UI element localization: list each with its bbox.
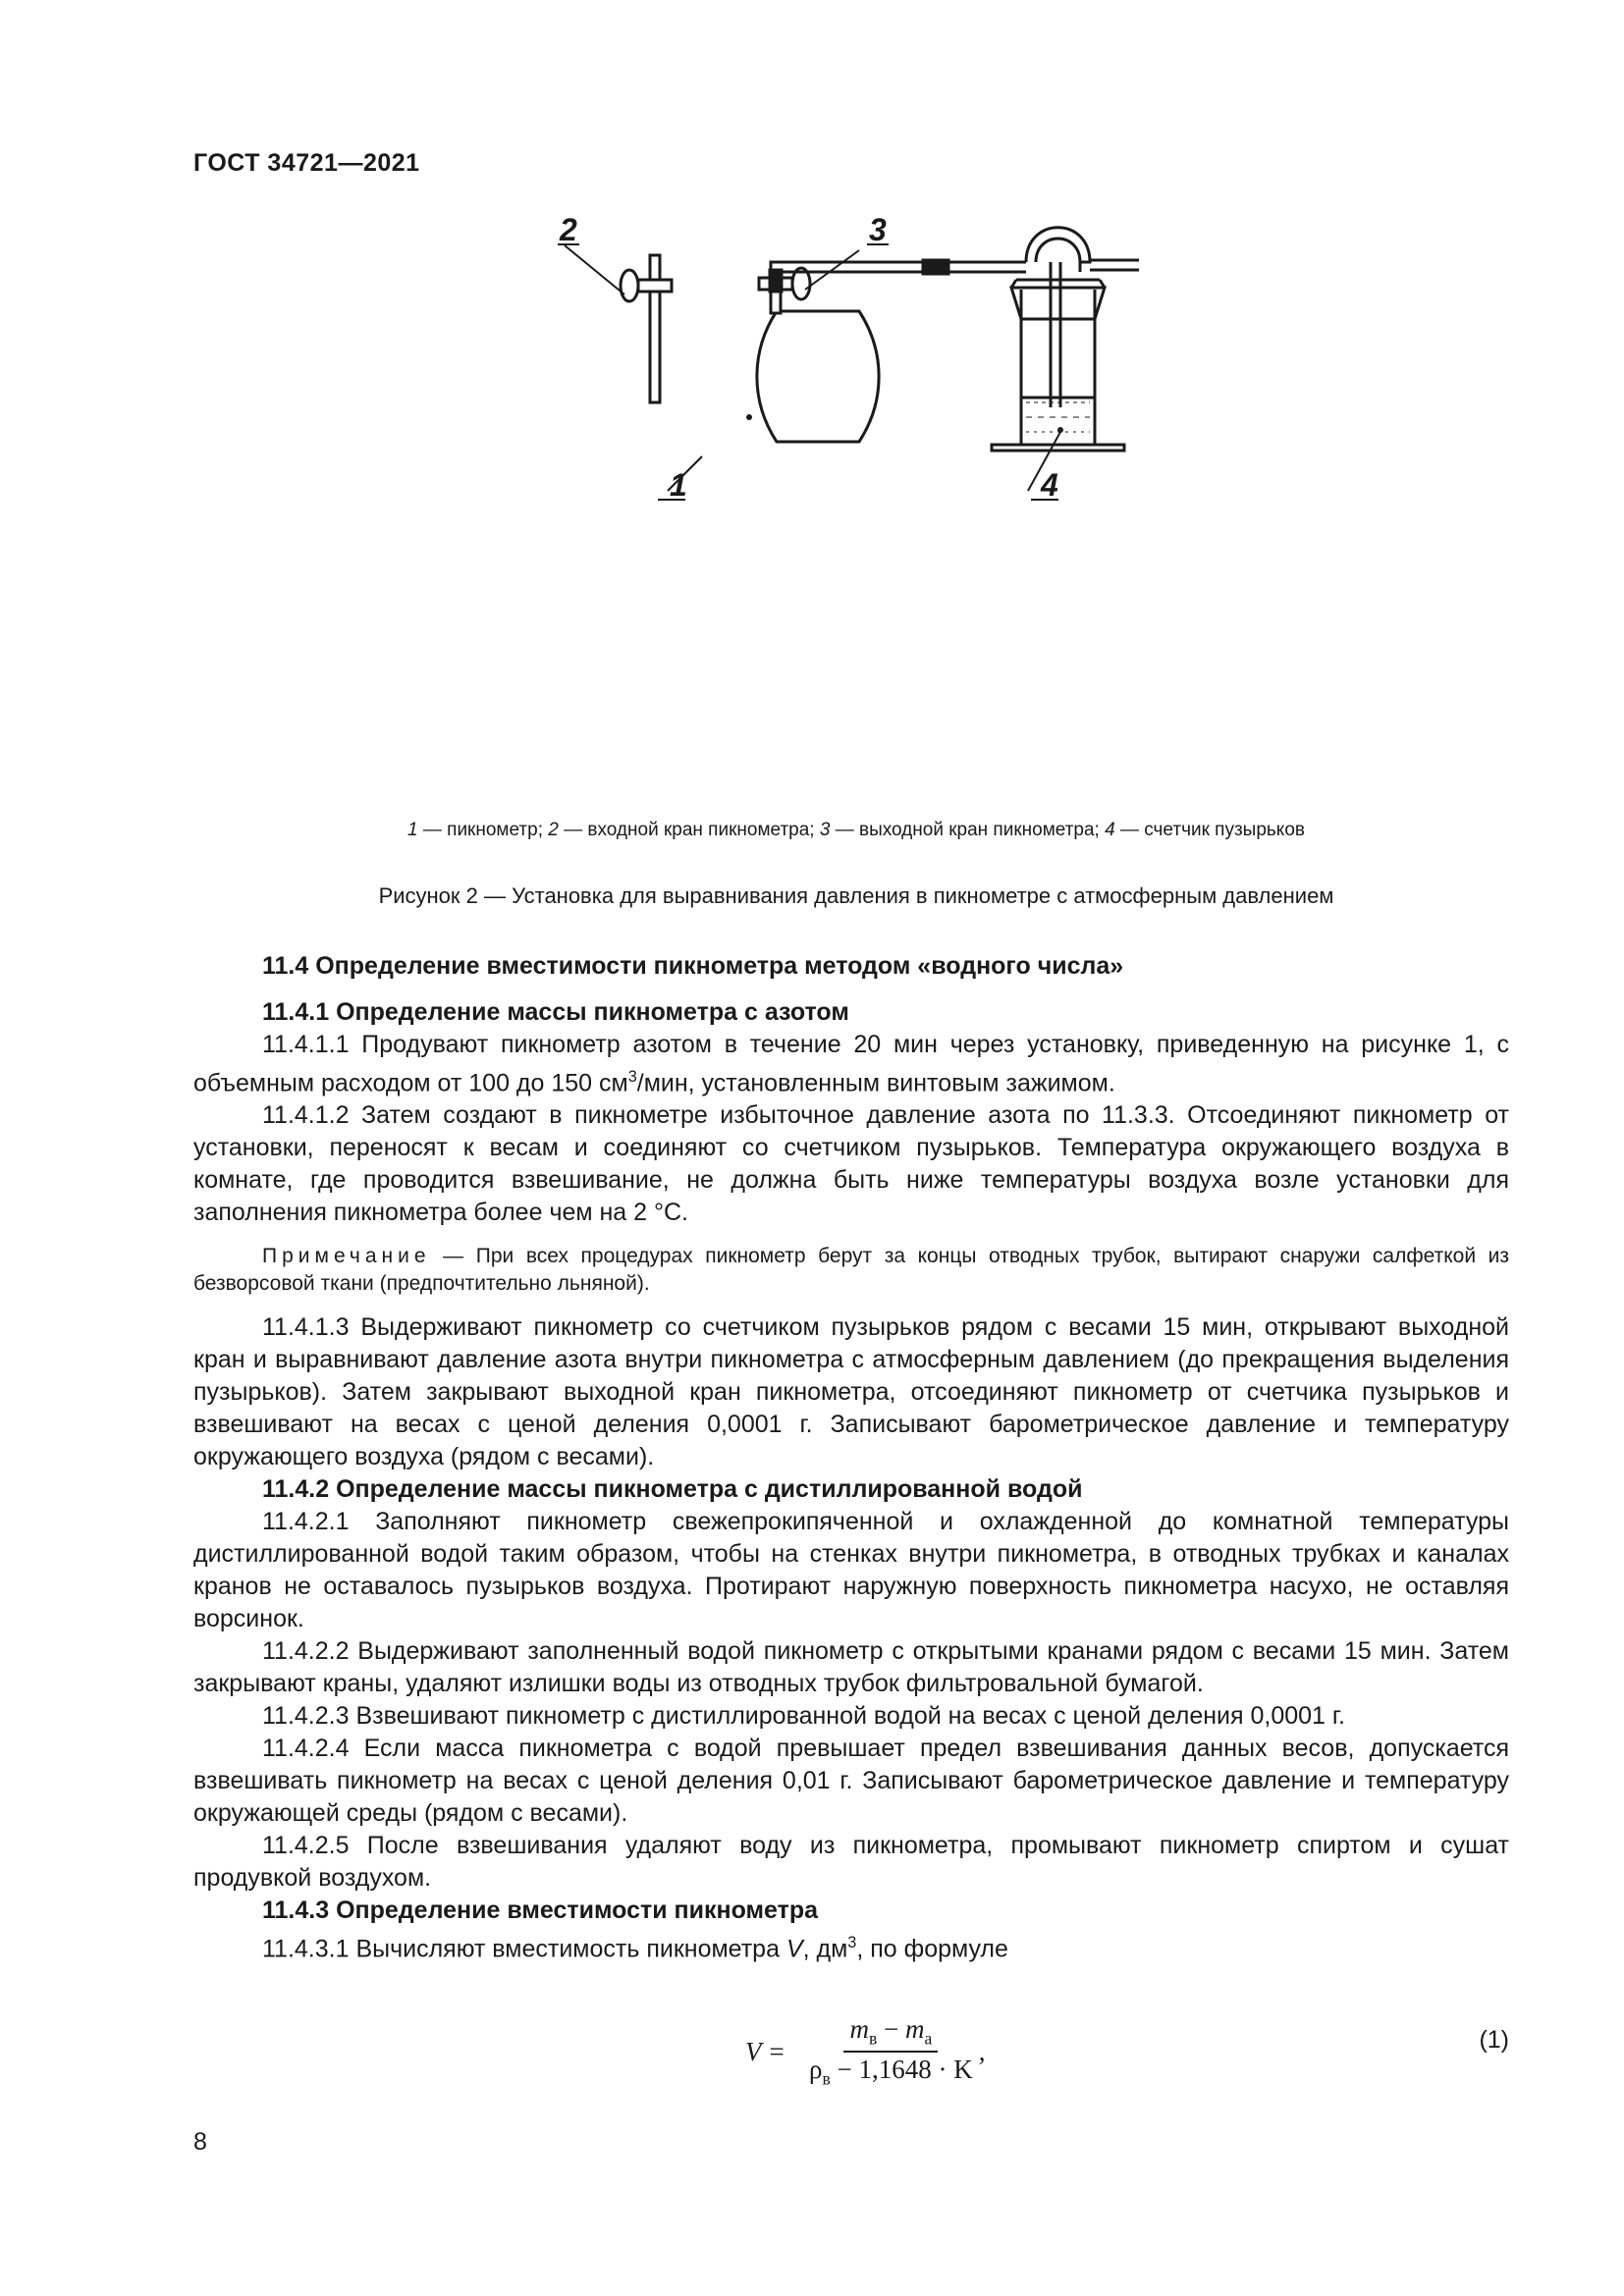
inlet-tap-handle [621, 270, 638, 301]
formula: V = $\frac{m_в - m_а}{\rho_в - 1,1648 \cdot K}$ , [745, 2013, 986, 2089]
figure-label-4: 4 [1041, 467, 1058, 503]
paragraph: 11.4.2.1 Заполняют пикнометр свежепрокипяченной и охлажденной до комнатной температуры дистиллированной водой таким образом, чтобы на стенках внутри пикнометра, в отводных трубках и каналах кранов не оставалось пузырьков воздуха. Протирают наружную поверхность пикнометра насухо, не оставляя ворсинок. [193, 1508, 1509, 1633]
rubber-coupling [770, 270, 782, 292]
pycnometer-body [757, 311, 879, 442]
equation-number: (1) [1479, 2026, 1509, 2054]
paragraph: 11.4.2.5 После взвешивания удаляют воду из пикнометра, промывают пикнометр спиртом и сушат продувкой воздухом. [193, 1832, 1509, 1893]
counter-base [992, 445, 1124, 451]
document-header: ГОСТ 34721—2021 [193, 149, 420, 177]
figure-caption: Рисунок 2 — Установка для выравнивания давления в пикнометре с атмосферным давлением [378, 883, 1334, 908]
paragraph: 11.4.2.3 Взвешивают пикнометр с дистиллированной водой на весах с ценой деления 0,0001 г. [262, 1702, 1345, 1731]
paragraph: 11.4.2.4 Если масса пикнометра с водой превышает предел взвешивания данных весов, допускается взвешивать пикнометр на весах с ценой деления 0,01 г. Записывают барометрическое давление и температуру окружающей среды (рядом с весами). [193, 1735, 1509, 1828]
document-body [193, 950, 1509, 1966]
apparatus-figure [530, 212, 1218, 761]
inlet-tap-body [638, 280, 672, 292]
figure-legend: 1 — пикнометр; 2 — входной кран пикнометра; 3 — выходной кран пикнометра; 4 — счетчик пузырьков [407, 820, 1305, 840]
counter-inner-tube [1051, 262, 1060, 407]
page-number: 8 [193, 2128, 207, 2156]
paragraph: 11.4.1.1 Продувают пикнометр азотом в течение 20 мин через установку, приведенную на рисунке 1, с объемным расходом от 100 до 150 $см^3$/мин, установленным винтовым зажимом. [193, 1031, 1509, 1097]
figure-label-1: 1 [670, 467, 687, 503]
figure-label-2: 2 [560, 212, 577, 247]
formula-row [193, 2012, 1509, 2091]
section-heading: 11.4.3 Определение вместимости пикнометра [262, 1896, 819, 1925]
paragraph: 11.4.1.2 Затем создают в пикнометре избыточное давление азота по 11.3.3. Отсоединяют пикнометр от установки, переносят к весам и соединяют со счетчиком пузырьков. Температура окружающего воздуха в комнате, где проводится взвешивание, не должна быть ниже температуры воздуха возле установки для заполнения пикнометра более чем на 2 °С. [193, 1101, 1509, 1227]
paragraph: 11.4.1.3 Выдерживают пикнометр со счетчиком пузырьков рядом с весами 15 мин, открывают выходной кран и выравнивают давление азота внутри пикнометра с атмосферным давлением (до прекращения выделения пузырьков). Затем закрывают выходной кран пикнометра, отсоединяют пикнометр от счетчика пузырьков и взвешивают на весах с ценой деления 0,0001 г. Записывают барометрическое давление и температуру окружающего воздуха (рядом с весами). [193, 1313, 1509, 1471]
section-heading: 11.4 Определение вместимости пикнометра методом «водного числа» [262, 952, 1124, 980]
rubber-coupling [923, 260, 948, 274]
counter-cylinder [1021, 290, 1095, 447]
counter-funnel [1011, 288, 1105, 319]
figure-label-3: 3 [869, 212, 887, 247]
paragraph: 11.4.2.2 Выдерживают заполненный водой пикнометр с открытыми кранами рядом с весами 15 мин. Затем закрывают краны, удаляют излишки воды из отводных трубок фильтровальной бумагой. [193, 1637, 1509, 1698]
section-heading: 11.4.2 Определение массы пикнометра с дистиллированной водой [262, 1475, 1083, 1504]
inlet-tube [650, 255, 660, 402]
counter-bulb [1026, 228, 1090, 262]
note: Примечание — При всех процедурах пикнометр берут за концы отводных трубок, вытирают снаружи салфеткой из безворсовой ткани (предпочтительно льняной). [193, 1245, 1509, 1296]
section-heading: 11.4.1 Определение массы пикнометра с азотом [262, 998, 849, 1026]
paragraph: 11.4.3.1 Вычисляют вместимость пикнометра V, $дм^3$, по формуле [262, 1934, 1008, 1963]
